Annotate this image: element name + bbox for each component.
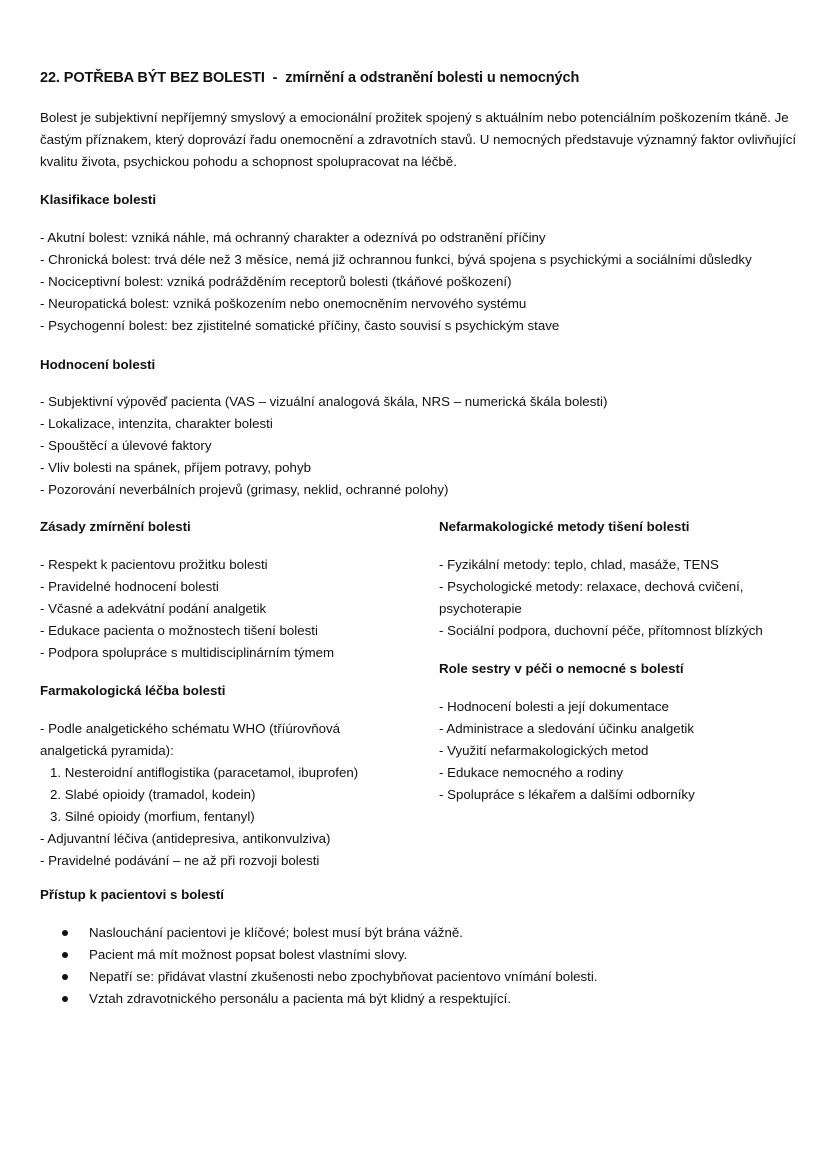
list-item: - Fyzikální metody: teplo, chlad, masáže, TENS	[439, 557, 719, 572]
page-title	[40, 70, 579, 86]
list-item: - Administrace a sledování účinku analgetik	[439, 721, 694, 736]
list-zasady	[40, 554, 334, 664]
bullet-text: Nepatří se: přidávat vlastní zkušenosti nebo zpochybňovat pacientovo vnímání bolesti.	[89, 969, 598, 984]
list-item: - Respekt k pacientovu prožitku bolesti	[40, 557, 268, 572]
list-item: - Neuropatická bolest: vzniká poškozením nebo onemocněním nervového systému	[40, 296, 527, 311]
title-separator: -	[264, 70, 286, 86]
bullet-item	[62, 944, 598, 966]
list-item: - Hodnocení bolesti a její dokumentace	[439, 699, 669, 714]
list-item: - Chronická bolest: trvá déle než 3 měsíce, nemá již ochrannou funkci, bývá spojena s psychickými a sociálními důsledky	[40, 252, 752, 267]
list-item: - Spouštěcí a úlevové faktory	[40, 438, 212, 453]
list-item: - Akutní bolest: vzniká náhle, má ochranný charakter a odeznívá po odstranění příčiny	[40, 230, 546, 245]
heading-hodnoceni: Hodnocení bolesti	[40, 357, 156, 372]
list-item: - Pozorování neverbálních projevů (grimasy, neklid, ochranné polohy)	[40, 482, 449, 497]
list-item: - Vliv bolesti na spánek, příjem potravy, pohyb	[40, 460, 311, 475]
list-klasifikace	[40, 227, 752, 337]
numbered-item: 2. Slabé opioidy (tramadol, kodein)	[50, 787, 256, 802]
list-item: - Spolupráce s lékařem a dalšími odborníky	[439, 787, 695, 802]
list-item: - Podle analgetického schématu WHO (tříúrovňová	[40, 721, 341, 736]
list-item: - Lokalizace, intenzita, charakter bolesti	[40, 416, 273, 431]
bullet-text: Naslouchání pacientovi je klíčové; bolest musí být brána vážně.	[89, 925, 463, 940]
list-item: - Nociceptivní bolest: vzniká podrážděním receptorů bolesti (tkáňové poškození)	[40, 274, 512, 289]
intro-paragraph: Bolest je subjektivní nepříjemný smyslový a emocionální prožitek spojený s aktuálním nebo potenciálním poškozením tkáně. Je častým příznakem, který doprovází řadu onemocnění a zdravotních stavů. U nemocných představuje významný faktor ovlivňující kvalitu života, psychickou pohodu a schopnost spolupracovat na léčbě.	[40, 110, 797, 169]
title-subtitle: zmírnění a odstranění bolesti u nemocných	[285, 70, 580, 86]
numbered-item: 1. Nesteroidní antiflogistika (paracetamol, ibuprofen)	[50, 765, 359, 780]
list-item: analgetická pyramida):	[40, 743, 174, 758]
bullet-text: Vztah zdravotnického personálu a pacienta má být klidný a respektující.	[89, 991, 512, 1006]
list-nefarmakologicke	[439, 554, 763, 642]
list-item: - Psychogenní bolest: bez zjistitelné somatické příčiny, často souvisí s psychickým stave	[40, 318, 560, 333]
heading-zasady: Zásady zmírnění bolesti	[40, 519, 191, 534]
bullet-dot-icon	[62, 996, 68, 1002]
list-item: - Edukace pacienta o možnostech tišení bolesti	[40, 623, 318, 638]
list-item: - Subjektivní výpověď pacienta (VAS – vizuální analogová škála, NRS – numerická škála bolesti)	[40, 394, 608, 409]
list-item: - Adjuvantní léčiva (antidepresiva, antikonvulziva)	[40, 831, 331, 846]
list-item: - Edukace nemocného a rodiny	[439, 765, 624, 780]
list-farmakologicka	[40, 718, 358, 872]
heading-pristup: Přístup k pacientovi s bolestí	[40, 887, 224, 902]
list-item: psychoterapie	[439, 601, 522, 616]
list-item: - Včasné a adekvátní podání analgetik	[40, 601, 267, 616]
list-item: - Psychologické metody: relaxace, dechová cvičení,	[439, 579, 744, 594]
bullet-item	[62, 988, 598, 1010]
list-hodnoceni	[40, 391, 607, 501]
list-item: - Využití nefarmakologických metod	[439, 743, 649, 758]
heading-farmakologicka: Farmakologická léčba bolesti	[40, 683, 226, 698]
title-main: 22. POTŘEBA BÝT BEZ BOLESTI	[40, 70, 265, 86]
bullet-dot-icon	[62, 974, 68, 980]
list-item: - Pravidelné hodnocení bolesti	[40, 579, 219, 594]
bullet-text: Pacient má mít možnost popsat bolest vlastními slovy.	[89, 947, 408, 962]
bullet-item	[62, 966, 598, 988]
bullet-item	[62, 922, 598, 944]
list-role-sestry	[439, 696, 695, 806]
heading-klasifikace: Klasifikace bolesti	[40, 192, 157, 207]
list-item: - Podpora spolupráce s multidisciplinárním týmem	[40, 645, 335, 660]
list-item: - Sociální podpora, duchovní péče, přítomnost blízkých	[439, 623, 763, 638]
list-item: - Pravidelné podávání – ne až při rozvoji bolesti	[40, 853, 320, 868]
bullet-list-pristup	[62, 922, 598, 1010]
bullet-dot-icon	[62, 930, 68, 936]
heading-nefarmakologicke: Nefarmakologické metody tišení bolesti	[439, 519, 690, 534]
numbered-item: 3. Silné opioidy (morfium, fentanyl)	[50, 809, 255, 824]
heading-role-sestry: Role sestry v péči o nemocné s bolestí	[439, 661, 684, 676]
bullet-dot-icon	[62, 952, 68, 958]
